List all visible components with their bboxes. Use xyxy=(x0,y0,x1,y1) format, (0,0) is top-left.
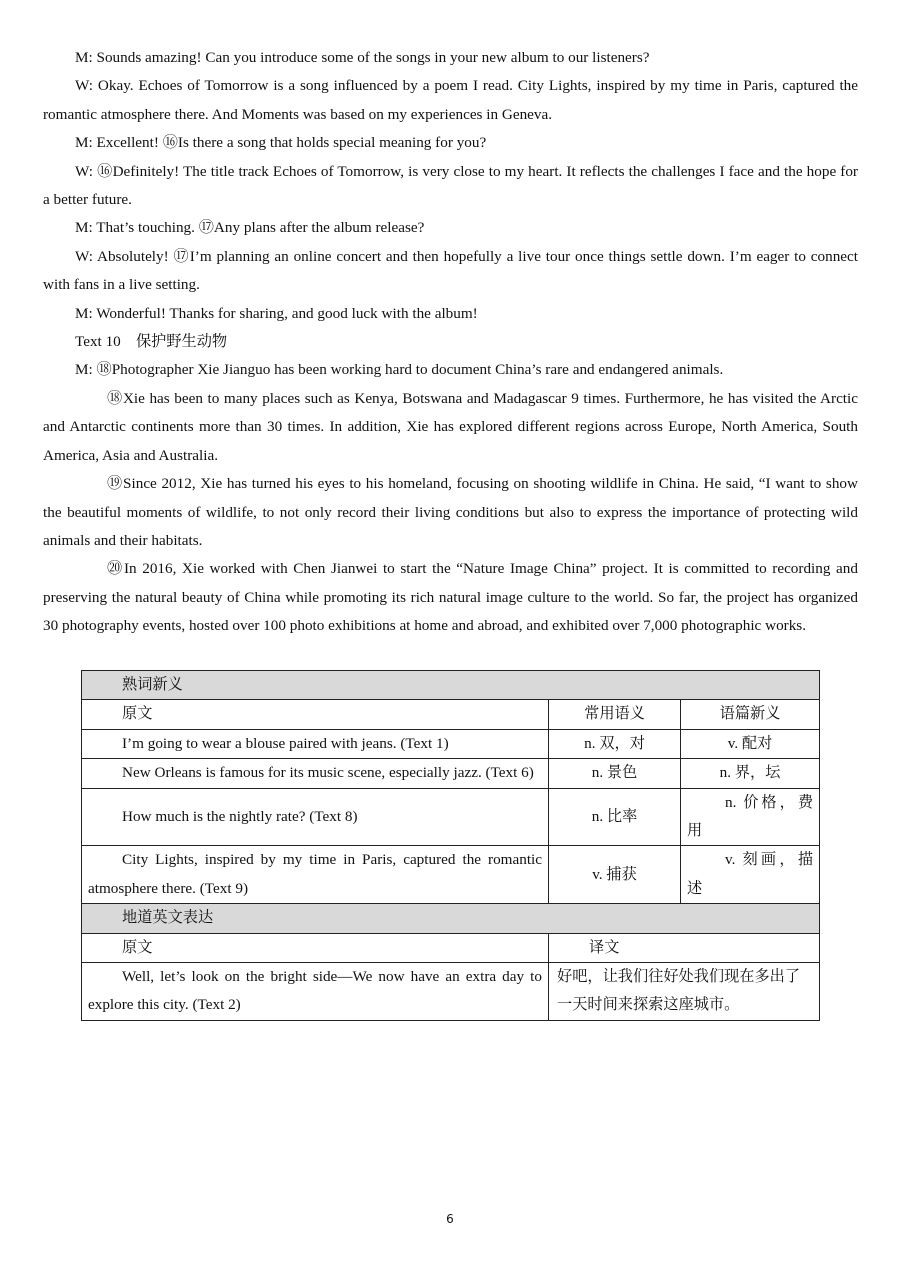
section-heading: Text 10 保护野生动物 xyxy=(75,333,228,351)
paragraph: M: Wonderful! Thanks for sharing, and good luck with the album! xyxy=(75,304,478,322)
paragraph: M: Sounds amazing! Can you introduce some of the songs in your new album to our listeners? xyxy=(75,49,650,66)
table-cell-new: v. 刻画，描述 xyxy=(681,846,820,904)
section-title: 熟词新义 xyxy=(82,671,820,700)
paragraph: M: Excellent! ⑯Is there a song that holds special meaning for you? xyxy=(75,134,487,152)
table-cell-common: n. 景色 xyxy=(549,759,681,788)
table-cell-translation: 好吧，让我们往好处我们现在多出了一天时间来探索这座城市。 xyxy=(549,963,820,1021)
paragraph: ⑳In 2016, Xie worked with Chen Jianwei to start the “Nature Image China” project. It is committed to recording and preserving the natural beauty of China while promoting its rich natural image culture to the world. So far, the project has organized 30 photography events, hosted over 100 photo exhibitions at home and abroad, and exhibited over 7,000 photographic works. xyxy=(43,560,858,635)
paragraph: W: ⑯Definitely! The title track Echoes of Tomorrow, is very close to my heart. It reflects the challenges I face and the hope for a better future. xyxy=(43,162,858,209)
column-header: 译文 xyxy=(549,933,820,962)
table-cell-original: Well, let’s look on the bright side—We now have an extra day to explore this city. (Text 2) xyxy=(82,963,549,1021)
paragraph: ⑱Xie has been to many places such as Kenya, Botswana and Madagascar 9 times. Furthermore, he has visited the Arctic and Antarctic continents more than 30 times. In addition, Xie has explored different regions across Europe, North America, South America, Asia and Australia. xyxy=(43,389,858,464)
table-section-row xyxy=(82,904,820,933)
paragraph: ⑲Since 2012, Xie has turned his eyes to his homeland, focusing on shooting wildlife in China. He said, “I want to show the beautiful moments of wildlife, to not only record their living conditions but also to express the importance of protecting wild animals and their habitats. xyxy=(43,475,858,549)
document-body xyxy=(43,44,858,641)
table-cell-common: n. 双，对 xyxy=(549,729,681,758)
vocabulary-table xyxy=(81,670,820,1021)
table-cell-original: City Lights, inspired by my time in Paris, captured the romantic atmosphere there. (Text 9) xyxy=(82,846,549,904)
table-row xyxy=(82,846,820,904)
table-cell-common: v. 捕获 xyxy=(549,846,681,904)
paragraph: M: ⑱Photographer Xie Jianguo has been working hard to document China’s rare and endangered animals. xyxy=(75,361,724,379)
column-header: 原文 xyxy=(82,700,549,729)
column-header: 语篇新义 xyxy=(681,700,820,729)
table-row xyxy=(82,729,820,758)
table-cell-new: n. 价格，费用 xyxy=(681,788,820,846)
table-cell-original: How much is the nightly rate? (Text 8) xyxy=(82,788,549,846)
page-number: 6 xyxy=(446,1212,454,1226)
paragraph: M: That’s touching. ⑰Any plans after the album release? xyxy=(75,219,425,237)
table-section-row xyxy=(82,671,820,700)
paragraph: W: Absolutely! ⑰I’m planning an online concert and then hopefully a live tour once things settle down. I’m eager to connect with fans in a live setting. xyxy=(43,247,858,294)
table-header-row xyxy=(82,700,820,729)
table-row xyxy=(82,759,820,788)
table-cell-original: New Orleans is famous for its music scene, especially jazz. (Text 6) xyxy=(82,759,549,788)
table-cell-original: I’m going to wear a blouse paired with jeans. (Text 1) xyxy=(82,729,549,758)
table-row xyxy=(82,788,820,846)
column-header: 常用语义 xyxy=(549,700,681,729)
table-row xyxy=(82,963,820,1021)
table-cell-new: n. 界，坛 xyxy=(681,759,820,788)
column-header: 原文 xyxy=(82,933,549,962)
table-cell-common: n. 比率 xyxy=(549,788,681,846)
table-header-row xyxy=(82,933,820,962)
table-cell-new: v. 配对 xyxy=(681,729,820,758)
section-title: 地道英文表达 xyxy=(82,904,820,933)
paragraph: W: Okay. Echoes of Tomorrow is a song influenced by a poem I read. City Lights, inspired by my time in Paris, captured the romantic atmosphere there. And Moments was based on my experiences in Geneva. xyxy=(43,77,858,123)
